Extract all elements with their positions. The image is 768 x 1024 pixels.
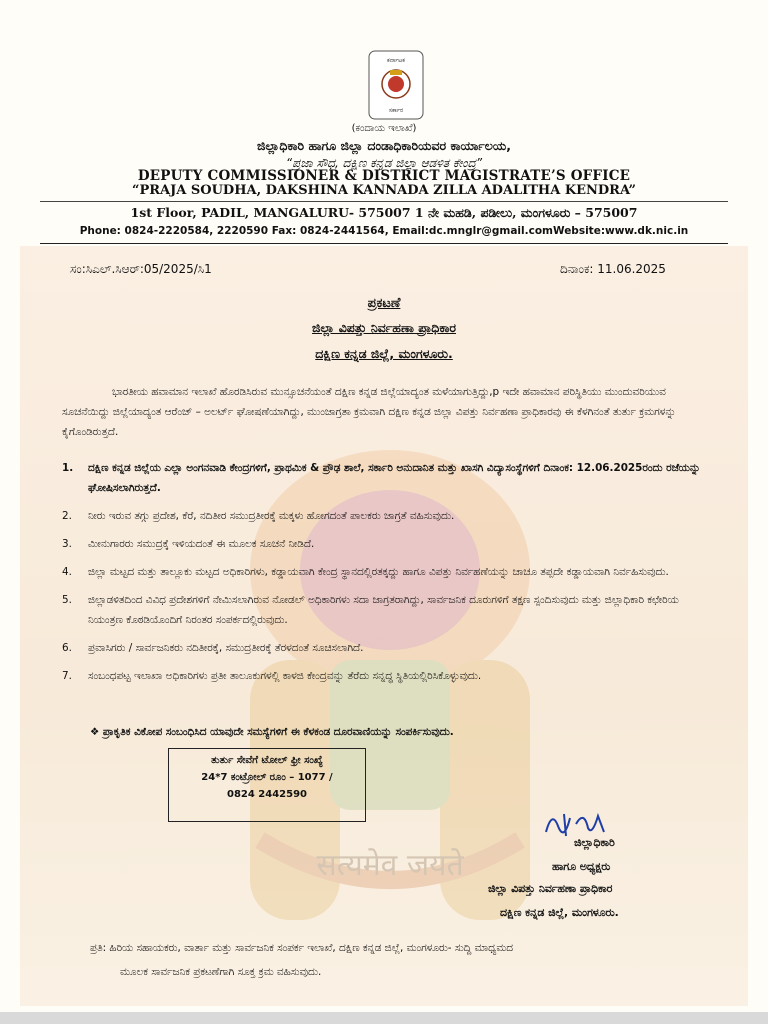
divider [40,243,728,244]
list-item: 2. ನೀರು ಇರುವ ತಗ್ಗು ಪ್ರದೇಶ, ಕೆರೆ, ನದಿತೀರ ಸಮುದ್ರತೀರಕ್ಕೆ ಮಕ್ಕಳು ಹೋಗದಂತೆ ಪಾಲಕರು ಜಾಗ್ರತೆ ವಹಿಸುವುದು. [62,510,455,522]
action-list [62,458,702,686]
contact-line: Phone: 0824-2220584, 2220590 Fax: 0824-2441564, Email:dc.mnglr@gmail.comWebsite:www.dk.nic.in [79,225,689,237]
phone-number: 0824 2442590 [226,789,308,800]
list-item: 3. ಮೀನುಗಾರರು ಸಮುದ್ರಕ್ಕೆ ಇಳಿಯದಂತೆ ಈ ಮೂಲಕ ಸೂಚನೆ ನೀಡಿದೆ. [62,538,315,550]
authority-heading: ಜಿಲ್ಲಾ ವಿಪತ್ತು ನಿರ್ವಹಣಾ ಪ್ರಾಧಿಕಾರ [311,320,457,335]
intro-paragraph: ಭಾರತೀಯ ಹವಾಮಾನ ಇಲಾಖೆ ಹೊರಡಿಸಿರುವ ಮುನ್ಸೂಚನೆಯಂತೆ ದಕ್ಷಿಣ ಕನ್ನಡ ಜಿಲ್ಲೆಯಾದ್ಯಂತ ಮಳೆಯಾಗುತ್ತಿದ್ದು,p ಇದೇ ಹವಾಮಾನ ಪರಿಸ್ಥಿತಿಯು ಮುಂದುವರಿಯುವ ಸೂಚನೆಯಿದ್ದು ಜಿಲ್ಲೆಯಾದ್ಯಂತ ಆರೆಂಜ್ – ಅಲರ್ಟ್ ಘೋಷಣೆಯಾಗಿದ್ದು, ಮುಂಜಾಗ್ರತಾ ಕ್ರಮವಾಗಿ ದಕ್ಷಿಣ ಕನ್ನಡ ಜಿಲ್ಲಾ ವಿಪತ್ತು ನಿರ್ವಹಣಾ ಪ್ರಾಧಿಕಾರವು ಈ ಕೆಳಗಿನಂತೆ ತುರ್ತು ಕ್ರಮಗಳನ್ನು ಕೈಗೊಂಡಿರುತ್ತದೆ. [62,386,676,438]
list-item: 1. ದಕ್ಷಿಣ ಕನ್ನಡ ಜಿಲ್ಲೆಯ ಎಲ್ಲಾ ಅಂಗನವಾಡಿ ಕೇಂದ್ರಗಳಿಗೆ, ಪ್ರಾಥಮಿಕ & ಪ್ರೌಢ ಶಾಲೆ, ಸರ್ಕಾರಿ ಅನುದಾನಿತ ಮತ್ತು ಖಾಸಗಿ ವಿದ್ಯಾಸಂಸ್ಥೆಗಳಿಗೆ ದಿನಾಂಕ: 12.06.2025ರಂದು ರಜೆಯನ್ನು ಘೋಷಿಸಲಾಗಿರುತ್ತದೆ. [62,462,701,494]
document-date: ದಿನಾಂಕ: 11.06.2025 [560,262,666,276]
copy-to: ಪ್ರತಿ: ಹಿರಿಯ ಸಹಾಯಕರು, ವಾರ್ತಾ ಮತ್ತು ಸಾರ್ವಜನಿಕ ಸಂಪರ್ಕ ಇಲಾಖೆ, ದಕ್ಷಿಣ ಕನ್ನಡ ಜಿಲ್ಲೆ, ಮಂಗಳೂರು- ಸುದ್ದಿ ಮಾಧ್ಯಮದ ಮೂಲಕ ಸಾರ್ವಜನಿಕ ಪ್ರಕಟಣೆಗಾಗಿ ಸೂಕ್ತ ಕ್ರಮ ವಹಿಸುವುದು. [90,942,513,978]
office-name-kannada: ಜಿಲ್ಲಾಧಿಕಾರಿ ಹಾಗೂ ಜಿಲ್ಲಾ ದಂಡಾಧಿಕಾರಿಯವರ ಕಾರ್ಯಾಲಯ, [256,138,511,153]
list-item: 6. ಪ್ರವಾಸಿಗರು / ಸಾರ್ವಜನಿಕರು ನದಿತೀರಕ್ಕೆ, ಸಮುದ್ರತೀರಕ್ಕೆ ತೆರಳದಂತೆ ಸೂಚಿಸಲಾಗಿದೆ. [62,642,364,654]
svg-text:ಸರ್ಕಾರ: ಸರ್ಕಾರ [388,107,404,114]
bottom-bar [0,1012,768,1024]
notice-heading: ಪ್ರಕಟಣೆ [367,296,401,311]
place-heading: ದಕ್ಷಿಣ ಕನ್ನಡ ಜಿಲ್ಲೆ, ಮಂಗಳೂರು. [315,346,453,361]
reference-number: ಸಂ:ಸಿಎಲ್.ಸಿಆರ್:05/2025/ಸಿ1 [70,262,212,276]
address-line: 1st Floor, PADIL, MANGALURU- 575007 1 ನೇ ಮಹಡಿ, ಪಡೀಲು, ಮಂಗಳೂರು – 575007 [130,205,638,220]
signatory-place: ದಕ್ಷಿಣ ಕನ್ನಡ ಜಿಲ್ಲೆ, ಮಂಗಳೂರು. [500,906,619,919]
helpline-note: ❖ ಪ್ರಾಕೃತಿಕ ವಿಕೋಪ ಸಂಬಂಧಿಸಿದ ಯಾವುದೇ ಸಮಸ್ಯೆಗಳಿಗೆ ಈ ಕೆಳಕಂಡ ದೂರವಾಣಿಯನ್ನು ಸಂಪರ್ಕಿಸುವುದು. [90,726,454,738]
control-room-number: 24*7 ಕಂಟ್ರೋಲ್ ರೂಂ – 1077 / [201,772,333,783]
signature-icon [540,806,610,840]
toll-free-label: ತುರ್ತು ಸೇವೆಗೆ ಟೋಲ್ ಫ್ರೀ ಸಂಖ್ಯೆ [211,755,323,766]
svg-text:सत्यमेव जयते: सत्यमेव जयते [316,848,464,883]
building-name-kannada: “ಪ್ರಜಾ ಸೌಧ, ದಕ್ಷಿಣ ಕನ್ನಡ ಜಿಲ್ಲಾ ಆಡಳಿತ ಕೇಂದ್ರ” [285,156,483,170]
signatory-title: ಜಿಲ್ಲಾಧಿಕಾರಿ [574,836,615,849]
department-label: (ಕಂದಾಯ ಇಲಾಖೆ) [351,123,417,134]
signatory-role: ಹಾಗೂ ಅಧ್ಯಕ್ಷರು [552,860,611,873]
list-item: 7. ಸಂಬಂಧಪಟ್ಟ ಇಲಾಖಾ ಅಧಿಕಾರಿಗಳು ಪ್ರತೀ ತಾಲೂಕುಗಳಲ್ಲಿ ಕಾಳಜಿ ಕೇಂದ್ರವನ್ನು ತೆರೆದು ಸನ್ನದ್ಧ ಸ್ಥಿತಿಯಲ್ಲಿರಿಸಿಕೊಳ್ಳುವುದು. [62,670,482,682]
svg-text:ಕರ್ನಾಟಕ: ಕರ್ನಾಟಕ [387,57,405,64]
list-item: 4. ಜಿಲ್ಲಾ ಮಟ್ಟದ ಮತ್ತು ತಾಲ್ಲೂಕು ಮಟ್ಟದ ಅಧಿಕಾರಿಗಳು, ಕಡ್ಡಾಯವಾಗಿ ಕೇಂದ್ರ ಸ್ಥಾನದಲ್ಲಿರತಕ್ಕದ್ದು ಹಾಗೂ ವಿಪತ್ತು ನಿರ್ವಹಣೆಯನ್ನು ಚಾಚೂ ತಪ್ಪದೇ ಕಡ್ಡಾಯವಾಗಿ ನಿರ್ವಹಿಸುವುದು. [62,566,669,578]
divider [40,201,728,202]
list-item: 5. ಜಿಲ್ಲಾಡಳಿತದಿಂದ ವಿವಿಧ ಪ್ರದೇಶಗಳಿಗೆ ನೇಮಿಸಲಾಗಿರುವ ನೋಡಲ್ ಅಧಿಕಾರಿಗಳು ಸದಾ ಜಾಗ್ರತರಾಗಿದ್ದು, ಸಾರ್ವಜನಿಕ ದೂರುಗಳಿಗೆ ತಕ್ಷಣ ಸ್ಪಂದಿಸುವುದು ಮತ್ತು ಜಿಲ್ಲಾಧಿಕಾರಿ ಕಛೇರಿಯ ನಿಯಂತ್ರಣ ಕೊಠಡಿಯೊಂದಿಗೆ ನಿರಂತರ ಸಂಪರ್ಕದಲ್ಲಿರುವುದು. [62,594,679,626]
building-name-english: “PRAJA SOUDHA, DAKSHINA KANNADA ZILLA ADALITHA KENDRA” [131,183,637,198]
karnataka-emblem-icon [368,50,424,120]
office-name-english: DEPUTY COMMISSIONER & DISTRICT MAGISTRATE’S OFFICE [137,168,631,184]
toll-free-box [168,748,366,822]
signatory-authority: ಜಿಲ್ಲಾ ವಿಪತ್ತು ನಿರ್ವಹಣಾ ಪ್ರಾಧಿಕಾರ [488,882,613,895]
